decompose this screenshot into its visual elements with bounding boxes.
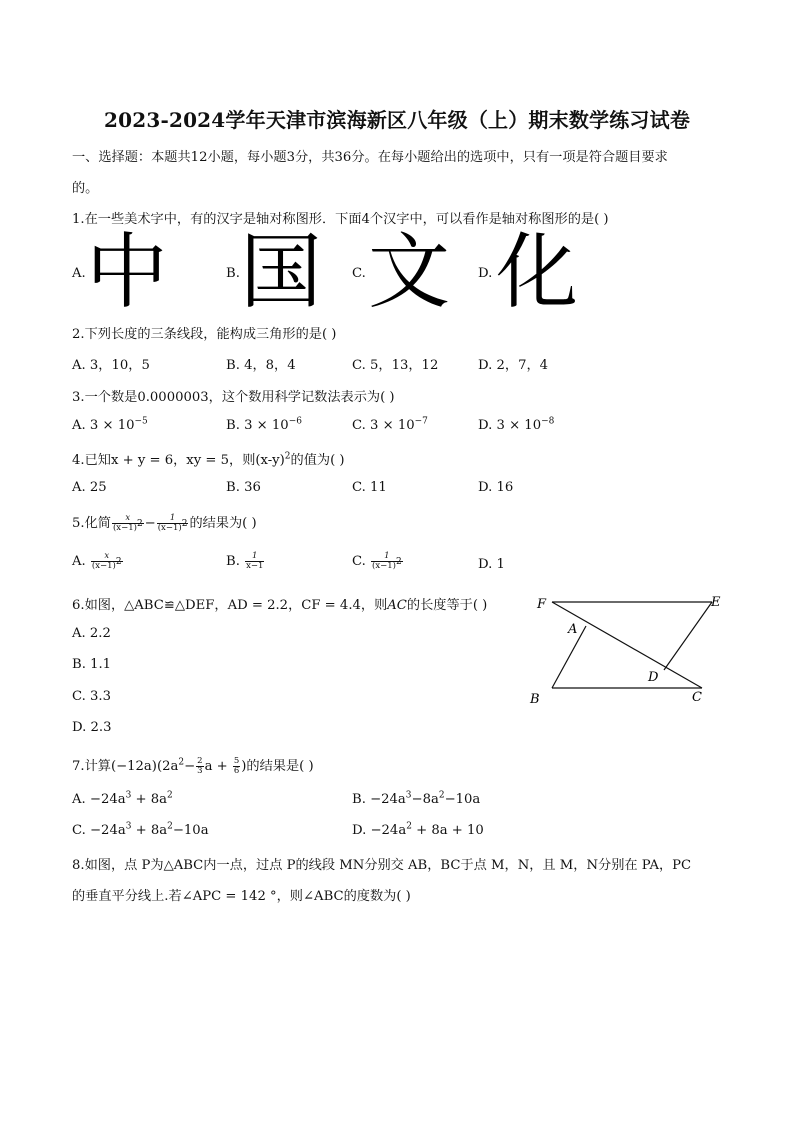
section-instruction-end: 的。 (72, 181, 99, 196)
q2-option-c: C. 5，13，12 (352, 358, 439, 373)
q2-option-a: A. 3，10，5 (72, 358, 150, 373)
label-c: C (692, 690, 702, 705)
label-d: D (648, 670, 659, 685)
q1-stem: 1.在一些美术字中，有的汉字是轴对称图形．下面4个汉字中，可以看作是轴对称图形的是( ) (72, 212, 609, 227)
q2-option-b: B. 4，8，4 (226, 358, 296, 373)
q7-option-a: A. $-24a^3 + 8a^2$ (72, 790, 173, 807)
q1-option-c-char: 文 (368, 225, 451, 320)
q3-option-c: C. $3 \times 10^{-7}$ (352, 416, 428, 433)
q7-option-c: C. $-24a^3 + 8a^2-10a$ (72, 821, 209, 838)
segment-ed (664, 602, 712, 670)
q1-option-d-char: 化 (496, 225, 579, 320)
section-instruction: 一、选择题：本题共12小题，每小题3分，共36分。在每小题给出的选项中，只有一项是符合题目要求 (72, 150, 668, 165)
q4-option-c: C. 11 (352, 480, 387, 495)
q8-stem-line1: 8.如图，点 P为△ABC内一点，过点 P的线段 MN分别交 AB，BC于点 M，N，且 M，N分别在 PA，PC (72, 858, 692, 873)
q3-option-d: D. $3 \times 10^{-8}$ (478, 416, 555, 433)
q6-option-b: B. 1.1 (72, 657, 112, 672)
q5-option-d: D. 1 (478, 557, 505, 572)
q4-option-b: B. 36 (226, 480, 261, 495)
q5-option-b: B. $\frac{1}{x-1}$ (226, 551, 264, 571)
label-b: B (530, 692, 540, 707)
q2-option-d: D. 2，7，4 (478, 358, 549, 373)
q5-stem: 5.化简 $\frac{x}{(x-1)^2}$ − $\frac{1}{(x-1)^2}$ 的结果为( ) (72, 513, 257, 533)
label-a: A (568, 622, 578, 637)
q1-option-a-label: A. (72, 266, 86, 281)
q6-figure (526, 590, 736, 710)
q2-stem: 2.下列长度的三条线段，能构成三角形的是( ) (72, 327, 337, 342)
q3-option-b: B. $3 \times 10^{-6}$ (226, 416, 302, 433)
q6-option-d: D. 2.3 (72, 720, 112, 735)
q4-stem: 4.已知x + y = 6，xy = 5，则$(x-y)^2$的值为( ) (72, 451, 345, 468)
q1-option-b-char: 国 (240, 225, 323, 320)
q7-option-b: B. $-24a^3-8a^2-10a$ (352, 790, 481, 807)
q5-option-a: A. $\frac{x}{(x-1)^2}$ (72, 551, 122, 571)
q1-option-b-label: B. (226, 266, 240, 281)
q7-option-d: D. $-24a^2 + 8a + 10$ (352, 821, 484, 838)
q3-stem: 3.一个数是0.0000003，这个数用科学记数法表示为( ) (72, 390, 395, 405)
q8-stem-line2: 的垂直平分线上.若∠APC = 142 °，则∠ABC的度数为( ) (72, 889, 411, 904)
page-title: 2023-2024学年天津市滨海新区八年级（上）期末数学练习试卷 (103, 108, 691, 132)
q6-option-a: A. 2.2 (72, 626, 111, 641)
q3-option-a: A. $3 \times 10^{-5}$ (72, 416, 148, 433)
q1-option-d-label: D. (478, 266, 493, 281)
q5-option-c: C. $\frac{1}{(x-1)^2}$ (352, 551, 402, 571)
q4-option-a: A. 25 (72, 480, 107, 495)
q6-option-c: C. 3.3 (72, 689, 111, 704)
q1-option-c-label: C. (352, 266, 366, 281)
segment-fc (552, 602, 702, 688)
label-f: F (537, 597, 547, 612)
q7-stem: 7.计算$(-12a)(2a^2-$ $\frac{2}{3}$ a + $\frac{5}{6}$ )的结果是( ) (72, 756, 314, 776)
label-e: E (711, 595, 721, 610)
q6-stem: 6.如图，△ABC≌△DEF，AD = 2.2，CF = 4.4，则AC的长度等于( ) (72, 598, 488, 613)
q1-option-a-char: 中 (86, 225, 169, 320)
q4-option-d: D. 16 (478, 480, 514, 495)
